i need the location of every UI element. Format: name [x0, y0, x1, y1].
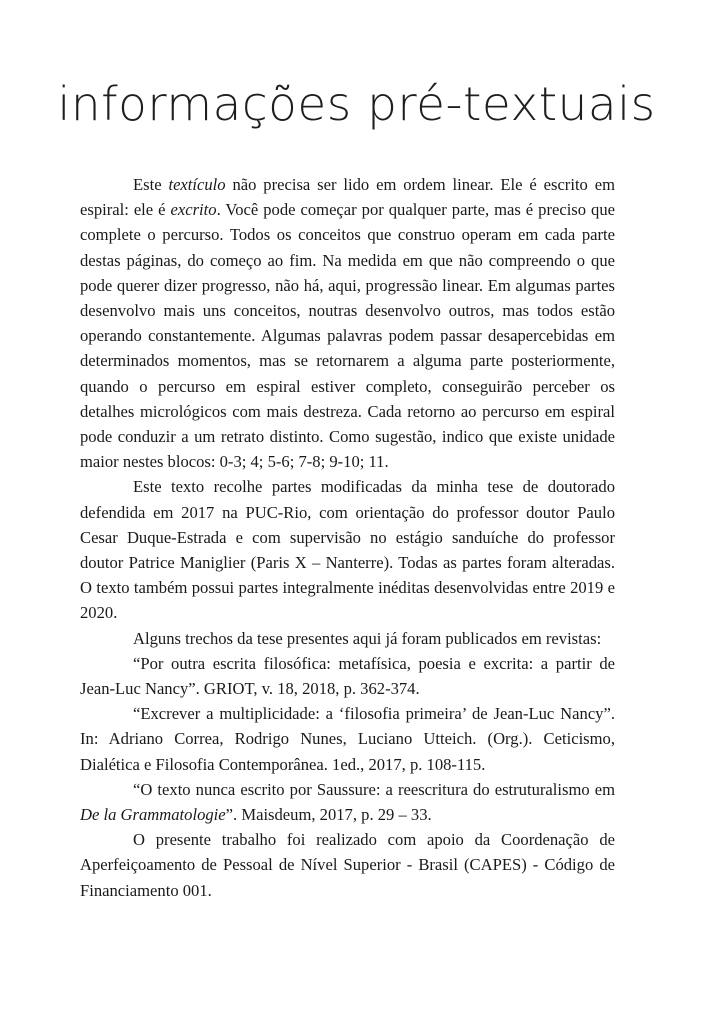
paragraph-thesis-origin [80, 474, 615, 625]
text-segment: Este texto recolhe partes modificadas da minha tese de doutorado defendida em 2017 na PUC-Rio, com orientação do professor doutor Paulo Cesar Duque-Estrada e com supervisão no estágio sanduíche do professor doutor Patrice Maniglier (Paris X – Nanterre). Todas as partes foram alteradas. O texto também possui partes integralmente inéditas desenvolvidas entre 2019 e 2020. [80, 477, 615, 623]
text-segment: “Excrever a multiplicidade: a ‘filosofia primeira’ de Jean-Luc Nancy”. In: Adriano Correa, Rodrigo Nunes, Luciano Utteich. (Org.). Ceticismo, Dialética e Filosofia Contemporânea. 1ed., 2017, p. 108-115. [80, 704, 615, 774]
paragraph-reading-instructions [80, 172, 615, 474]
reference-entry [80, 777, 615, 827]
text-segment: ”. Maisdeum, 2017, p. 29 – 33. [225, 805, 432, 825]
italic-term: excrito [170, 200, 217, 220]
reference-entry [80, 701, 615, 777]
reference-entry [80, 651, 615, 701]
italic-book-title: De la Grammatologie [80, 805, 226, 825]
text-segment: Alguns trechos da tese presentes aqui já foram publicados em revistas: [133, 628, 602, 648]
page-title: informações pré-textuais [57, 77, 656, 131]
paragraph-funding-acknowledgement [80, 827, 615, 903]
text-segment: “O texto nunca escrito por Saussure: a reescritura do estruturalismo em [133, 779, 615, 799]
paragraph-publications-intro [80, 626, 615, 651]
text-segment: Este [133, 175, 169, 194]
body-text [80, 172, 615, 903]
italic-term: textículo [168, 175, 226, 194]
text-segment: O presente trabalho foi realizado com apoio da Coordenação de Aperfeiçoamento de Pessoal de Nível Superior - Brasil (CAPES) - Código de Financiamento 001. [80, 830, 615, 900]
text-segment: não precisa ser lido em ordem linear. Ele é escrito em espiral: ele é [80, 175, 616, 220]
text-segment: . Você pode começar por qualquer parte, mas é preciso que complete o percurso. Todos os conceitos que construo operam em cada parte destas páginas, do começo ao fim. Na medida em que não compreendo o que pode querer dizer progresso, não há, aqui, progressão linear. Em algumas partes desenvolvo mais uns conceitos, noutras desenvolvo outros, mas todos estão operando constantemente. Algumas palavras podem passar desapercebidas em determinados momentos, mas se retornarem a alguma parte posteriormente, quando o percurso em espiral estiver completo, conseguirão perceber os detalhes micrológicos com mais destreza. Cada retorno ao percurso em espiral pode conduzir a um retrato distinto. Como sugestão, indico que existe unidade maior nestes blocos: 0-3; 4; 5-6; 7-8; 9-10; 11. [80, 200, 616, 472]
text-segment: “Por outra escrita filosófica: metafísica, poesia e excrita: a partir de Jean-Luc Nancy”. GRIOT, v. 18, 2018, p. 362-374. [80, 653, 615, 699]
